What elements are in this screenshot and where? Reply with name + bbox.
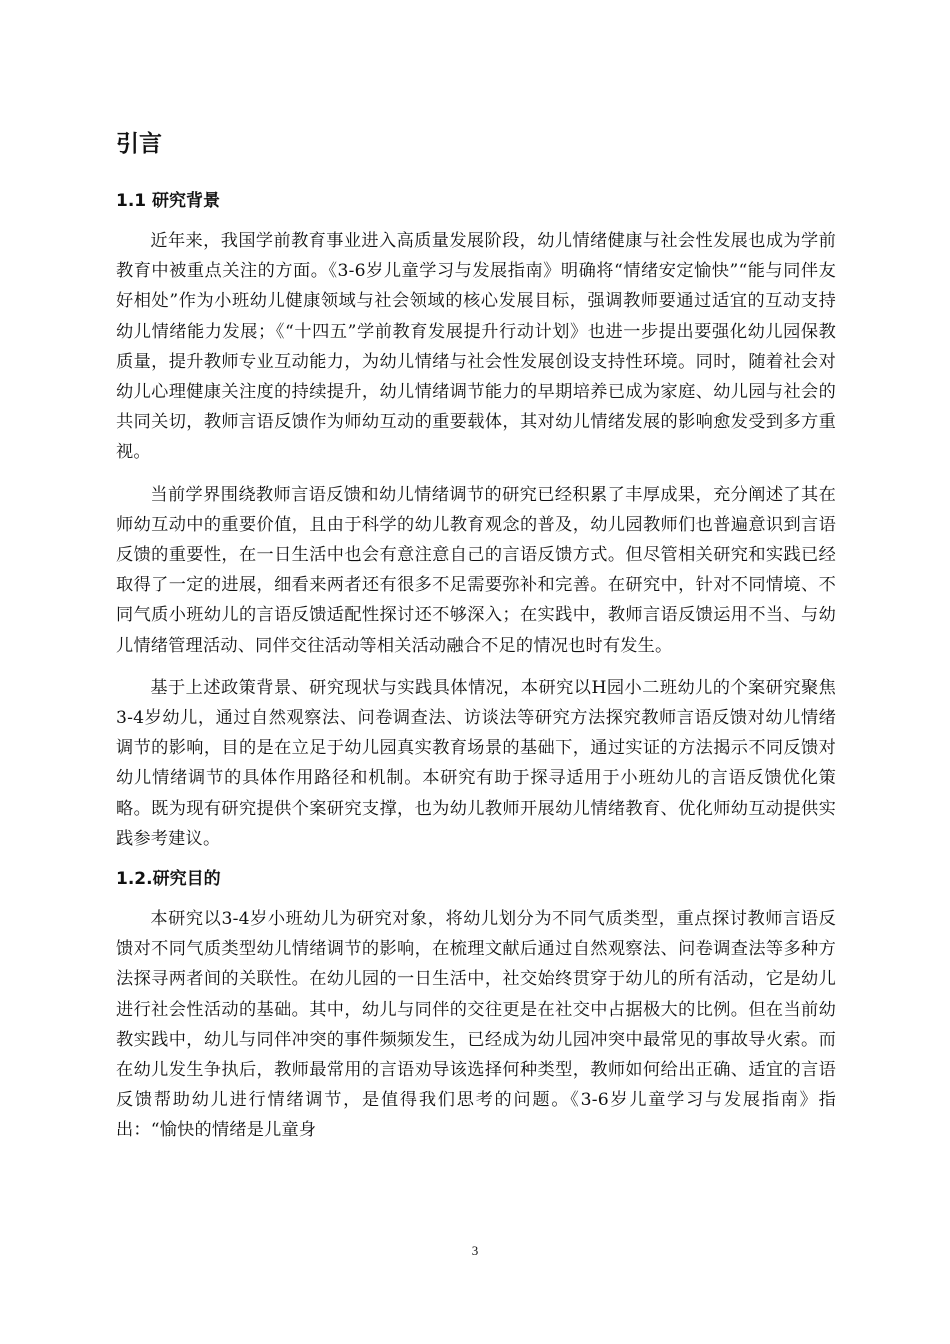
chapter-title: 引言	[116, 131, 162, 157]
section-research-background	[116, 188, 836, 854]
paragraph: 本研究以3-4岁小班幼儿为研究对象，将幼儿划分为不同气质类型，重点探讨教师言语反馈对不同气质类型幼儿情绪调节的影响，在梳理文献后通过自然观察法、问卷调查法等多种方法探寻两者间的关联性。在幼儿园的一日生活中，社交始终贯穿于幼儿的所有活动，它是幼儿进行社会性活动的基础。其中，幼儿与同伴的交往更是在社交中占据极大的比例。但在当前幼教实践中，幼儿与同伴冲突的事件频频发生，已经成为幼儿园冲突中最常见的事故导火索。而在幼儿发生争执后，教师最常用的言语劝导该选择何种类型，教师如何给出正确、适宜的言语反馈帮助幼儿进行情绪调节，是值得我们思考的问题。《3-6岁儿童学习与发展指南》指出：“愉快的情绪是儿童身	[116, 909, 836, 1141]
paragraph: 近年来，我国学前教育事业进入高质量发展阶段，幼儿情绪健康与社会性发展也成为学前教育中被重点关注的方面。《3-6岁儿童学习与发展指南》明确将“情绪安定愉快”“能与同伴友好相处”作为小班幼儿健康领域与社会领域的核心发展目标，强调教师要通过适宜的互动支持幼儿情绪能力发展；《“十四五”学前教育发展提升行动计划》也进一步提出要强化幼儿园保教质量，提升教师专业互动能力，为幼儿情绪与社会性发展创设支持性环境。同时，随着社会对幼儿心理健康关注度的持续提升，幼儿情绪调节能力的早期培养已成为家庭、幼儿园与社会的共同关切，教师言语反馈作为师幼互动的重要载体，其对幼儿情绪发展的影响愈发受到多方重视。	[116, 231, 836, 463]
section-heading-purpose: 1.2.研究目的	[116, 869, 221, 890]
paragraph: 基于上述政策背景、研究现状与实践具体情况，本研究以H园小二班幼儿的个案研究聚焦3-4岁幼儿，通过自然观察法、问卷调查法、访谈法等研究方法探究教师言语反馈对幼儿情绪调节的影响，目的是在立足于幼儿园真实教育场景的基础下，通过实证的方法揭示不同反馈对幼儿情绪调节的具体作用路径和机制。本研究有助于探寻适用于小班幼儿的言语反馈优化策略。既为现有研究提供个案研究支撑，也为幼儿教师开展幼儿情绪教育、优化师幼互动提供实践参考建议。	[116, 677, 836, 849]
page-number: 3	[471, 1243, 479, 1258]
paragraph: 当前学界围绕教师言语反馈和幼儿情绪调节的研究已经积累了丰厚成果，充分阐述了其在师幼互动中的重要价值，且由于科学的幼儿教育观念的普及，幼儿园教师们也普遍意识到言语反馈的重要性，在一日生活中也会有意注意自己的言语反馈方式。但尽管相关研究和实践已经取得了一定的进展，细看来两者还有很多不足需要弥补和完善。在研究中，针对不同情境、不同气质小班幼儿的言语反馈适配性探讨还不够深入；在实践中，教师言语反馈运用不当、与幼儿情绪管理活动、同伴交往活动等相关活动融合不足的情况也时有发生。	[116, 484, 836, 656]
document-page	[116, 128, 836, 1158]
section-research-purpose	[116, 866, 836, 1146]
section-heading-background: 1.1 研究背景	[116, 191, 221, 211]
